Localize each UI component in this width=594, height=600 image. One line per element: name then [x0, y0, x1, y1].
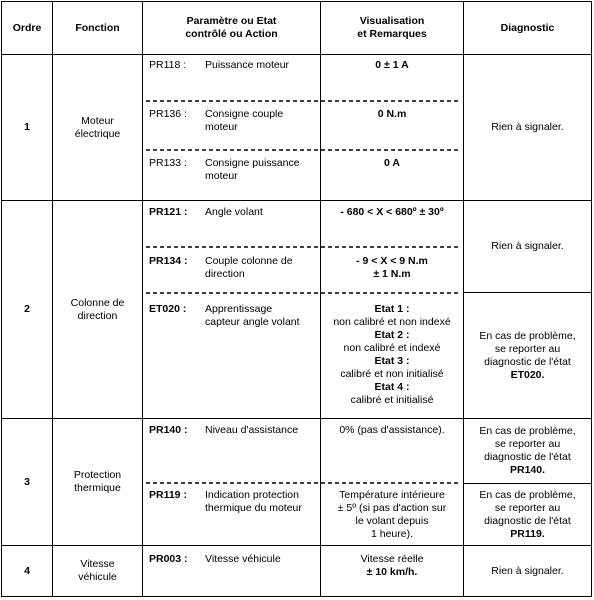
param-label-line2: moteur — [205, 170, 238, 182]
param-value-line2: ± 10 km/h. — [366, 566, 418, 578]
param-code: PR003 : — [149, 553, 188, 565]
etat-heading: Etat 3 : — [374, 355, 410, 367]
header-parametre: Paramètre ou Etat contrôlé ou Action — [185, 15, 278, 40]
param-code: PR133 : — [149, 157, 187, 169]
param-value: 0 N.m — [377, 108, 407, 120]
param-code: PR134 : — [149, 255, 188, 267]
diagnostic-pr140: En cas de problème, se reporter au diagnostic de l'état PR140. — [479, 425, 576, 476]
etat-text: calibré et initialisé — [350, 394, 434, 406]
etat-list — [321, 303, 463, 407]
param-label-line2: moteur — [205, 121, 238, 133]
param-label-line2: thermique du moteur — [205, 502, 302, 514]
param-label: Puissance moteur — [205, 59, 290, 71]
param-value: 0% (pas d'assistance). — [339, 424, 445, 436]
function-2: Colonne de direction — [70, 296, 125, 322]
param-code: PR118 : — [149, 59, 187, 71]
param-label: Consigne couple — [205, 108, 284, 120]
value-line: ± 5º (si pas d'action sur — [337, 502, 447, 514]
header-fonction: Fonction — [75, 21, 120, 34]
param-value: - 9 < X < 9 N.m — [356, 255, 428, 267]
header-diagnostic: Diagnostic — [500, 21, 555, 34]
param-value — [321, 489, 463, 541]
diagnostic-pr119: En cas de problème, se reporter au diagnostic de l'état PR119. — [479, 488, 576, 540]
order-1: 1 — [24, 121, 30, 133]
param-label: Niveau d'assistance — [205, 424, 299, 436]
etat-text: non calibré et non indexé — [333, 316, 451, 328]
order-4: 4 — [24, 564, 30, 577]
etat-heading: Etat 2 : — [374, 329, 410, 341]
order-2: 2 — [24, 303, 30, 315]
etat-heading: Etat 4 : — [374, 381, 410, 393]
header-ordre: Ordre — [12, 21, 42, 34]
param-value: 0 A — [384, 157, 400, 169]
param-code: PR119 : — [149, 489, 187, 501]
param-label-line2: direction — [205, 268, 245, 280]
param-label: Vitesse véhicule — [205, 553, 281, 565]
diagnostic-et020: En cas de problème, se reporter au diagnostic de l'état ET020. — [479, 329, 576, 381]
param-label: Angle volant — [205, 206, 263, 218]
value-line: le volant depuis — [355, 515, 429, 527]
function-4: Vitesse véhicule — [78, 558, 117, 583]
function-1: Moteur électrique — [74, 114, 121, 140]
param-code: PR136 : — [149, 108, 187, 120]
param-label: Consigne puissance — [205, 157, 300, 169]
param-code: PR121 : — [149, 206, 188, 218]
param-value: 0 ± 1 A — [375, 59, 409, 71]
param-label: Apprentissage — [205, 303, 273, 315]
param-label-line2: capteur angle volant — [205, 316, 300, 328]
diagnostic-group-1: Rien à signaler. — [491, 121, 564, 133]
param-code: PR140 : — [149, 424, 188, 436]
etat-heading: Etat 1 : — [374, 303, 410, 315]
header-visualisation: Visualisation et Remarques — [357, 15, 427, 40]
order-3: 3 — [24, 475, 30, 488]
diagnostic-group-2-top: Rien à signaler. — [491, 240, 564, 252]
param-label: Indication protection — [205, 489, 299, 501]
param-value: - 680 < X < 680º ± 30º — [340, 206, 444, 218]
diagnostic-group-4: Rien à signaler. — [491, 564, 564, 577]
param-label: Couple colonne de — [205, 255, 293, 267]
etat-text: calibré et non initialisé — [340, 368, 444, 380]
value-line: Température intérieure — [339, 489, 445, 501]
param-value-line2: ± 1 N.m — [373, 268, 411, 280]
value-line: 1 heure). — [370, 528, 414, 540]
function-3: Protection thermique — [73, 469, 122, 494]
etat-text: non calibré et indexé — [343, 342, 441, 354]
param-value: Vitesse réelle — [360, 553, 424, 565]
param-code: ET020 : — [149, 303, 187, 315]
